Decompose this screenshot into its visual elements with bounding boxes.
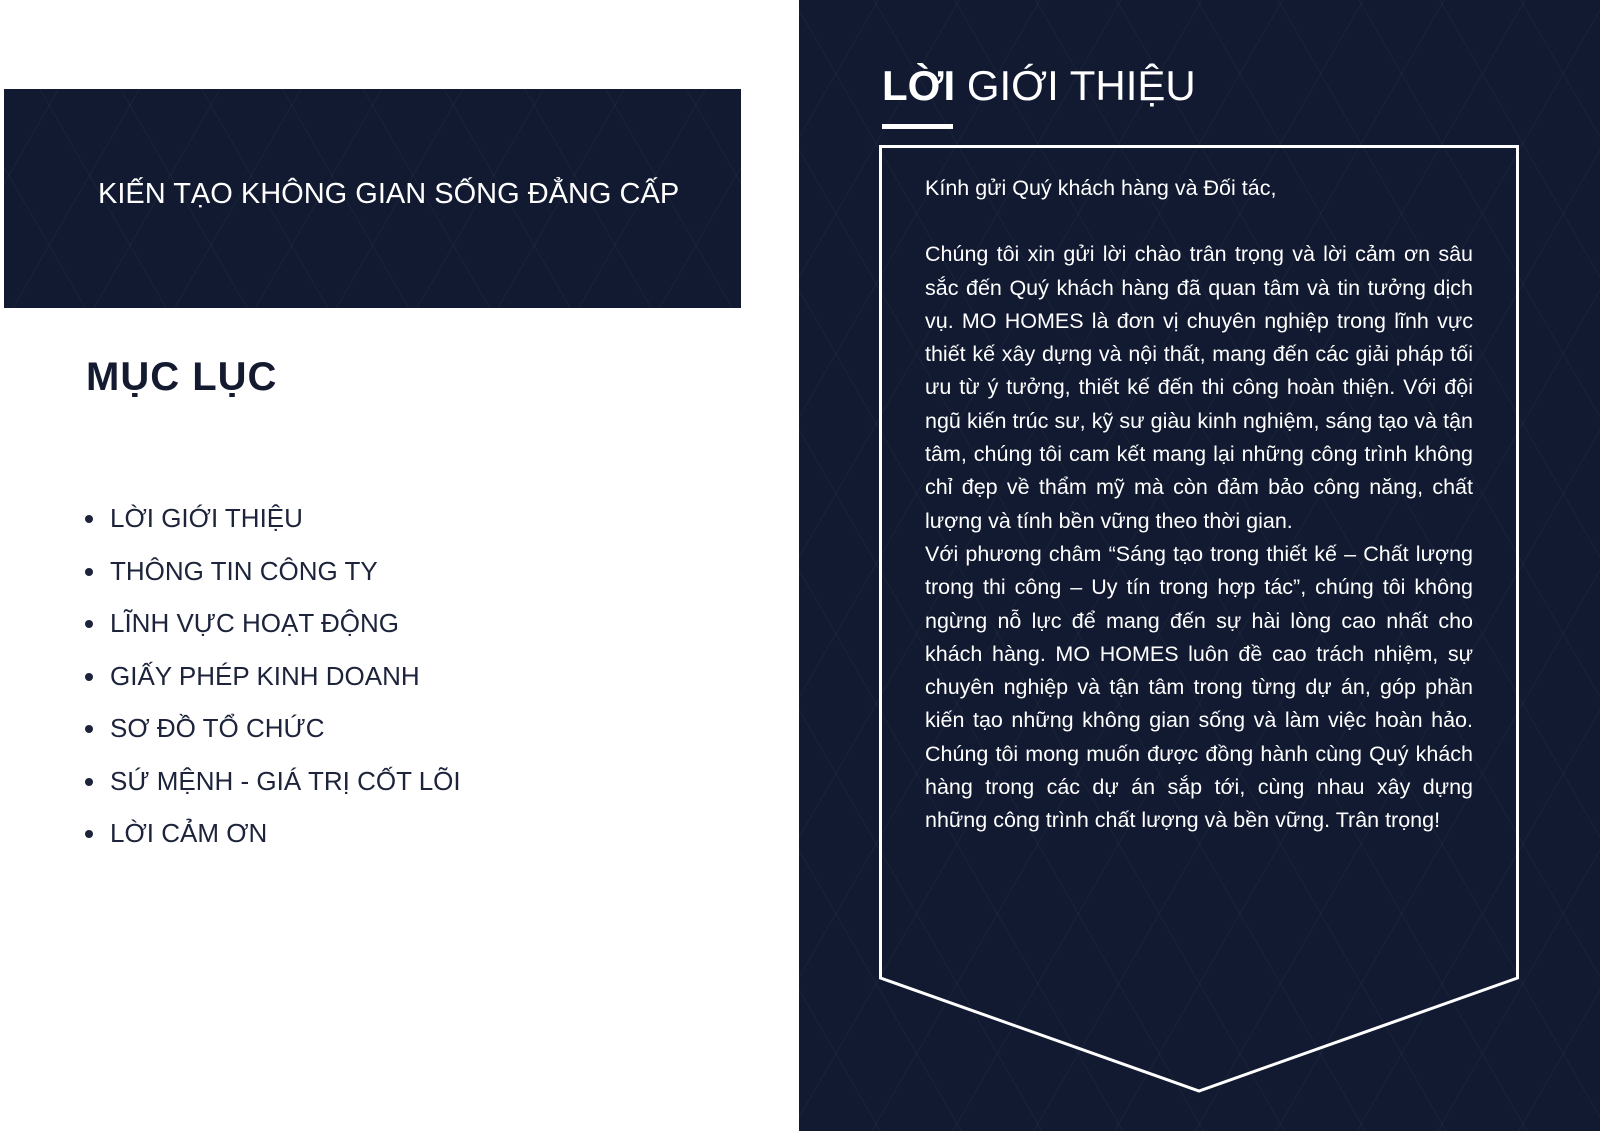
toc-item-label: SỨ MỆNH - GIÁ TRỊ CỐT LÕI	[110, 765, 461, 796]
bullet-icon	[85, 673, 93, 681]
title-underline	[882, 124, 953, 129]
greeting: Kính gửi Quý khách hàng và Đối tác,	[925, 176, 1277, 200]
intro-title-bold: LỜI	[882, 62, 956, 109]
banner-title: KIẾN TẠO KHÔNG GIAN SỐNG ĐẲNG CẤP	[98, 178, 680, 210]
toc-item[interactable]	[84, 597, 461, 650]
toc-item[interactable]	[84, 545, 461, 598]
bullet-icon	[85, 725, 93, 733]
toc-item[interactable]	[84, 650, 461, 703]
toc-item-label: GIẤY PHÉP KINH DOANH	[110, 660, 420, 691]
toc-item-label: LĨNH VỰC HOẠT ĐỘNG	[110, 608, 399, 638]
intro-title	[882, 62, 1196, 110]
bullet-icon	[85, 830, 93, 838]
spacer	[925, 205, 1473, 238]
toc-item-label: THÔNG TIN CÔNG TY	[110, 555, 378, 586]
toc-item-label: LỜI CẢM ƠN	[110, 818, 268, 848]
toc-item-label: SƠ ĐỒ TỔ CHỨC	[110, 713, 325, 743]
toc-item[interactable]	[84, 702, 461, 755]
bullet-icon	[85, 515, 93, 523]
intro-paragraph-2: Với phương châm “Sáng tạo trong thiết kế – Chất lượng trong thi công – Uy tín trong hợp tác”, chúng tôi không ngừng nỗ lực để mang đến sự hài lòng cao nhất cho khách hàng. MO HOMES luôn đề cao trách nhiệm, sự chuyên nghiệp và tận tâm trong từng dự án, góp phần kiến tạo những không gian sống và làm việc hoàn hảo. Chúng tôi mong muốn được đồng hành cùng Quý khách hàng trong các dự án sắp tới, cùng nhau xây dựng những công trình chất lượng và bền vững. Trân trọng!	[925, 541, 1473, 833]
toc-heading: MỤC LỤC	[86, 355, 278, 399]
toc-item[interactable]	[84, 807, 461, 860]
intro-body	[925, 172, 1473, 838]
bullet-icon	[85, 620, 93, 628]
intro-title-rest: GIỚI THIỆU	[955, 62, 1196, 109]
toc-item[interactable]	[84, 755, 461, 808]
toc-item[interactable]	[84, 492, 461, 545]
bullet-icon	[85, 778, 93, 786]
toc-list	[84, 492, 461, 860]
toc-item-label: LỜI GIỚI THIỆU	[110, 503, 303, 533]
bullet-icon	[85, 568, 93, 576]
intro-paragraph-1: Chúng tôi xin gửi lời chào trân trọng và lời cảm ơn sâu sắc đến Quý khách hàng đã quan tâm và tin tưởng dịch vụ. MO HOMES là đơn vị chuyên nghiệp trong lĩnh vực thiết kế xây dựng và nội thất, mang đến các giải pháp tối ưu từ ý tưởng, thiết kế đến thi công hoàn thiện. Với đội ngũ kiến trúc sư, kỹ sư giàu kinh nghiệm, sáng tạo và tận tâm, chúng tôi cam kết mang lại những công trình không chỉ đẹp về thẩm mỹ mà còn đảm bảo công năng, chất lượng và tính bền vững theo thời gian.	[925, 242, 1473, 533]
